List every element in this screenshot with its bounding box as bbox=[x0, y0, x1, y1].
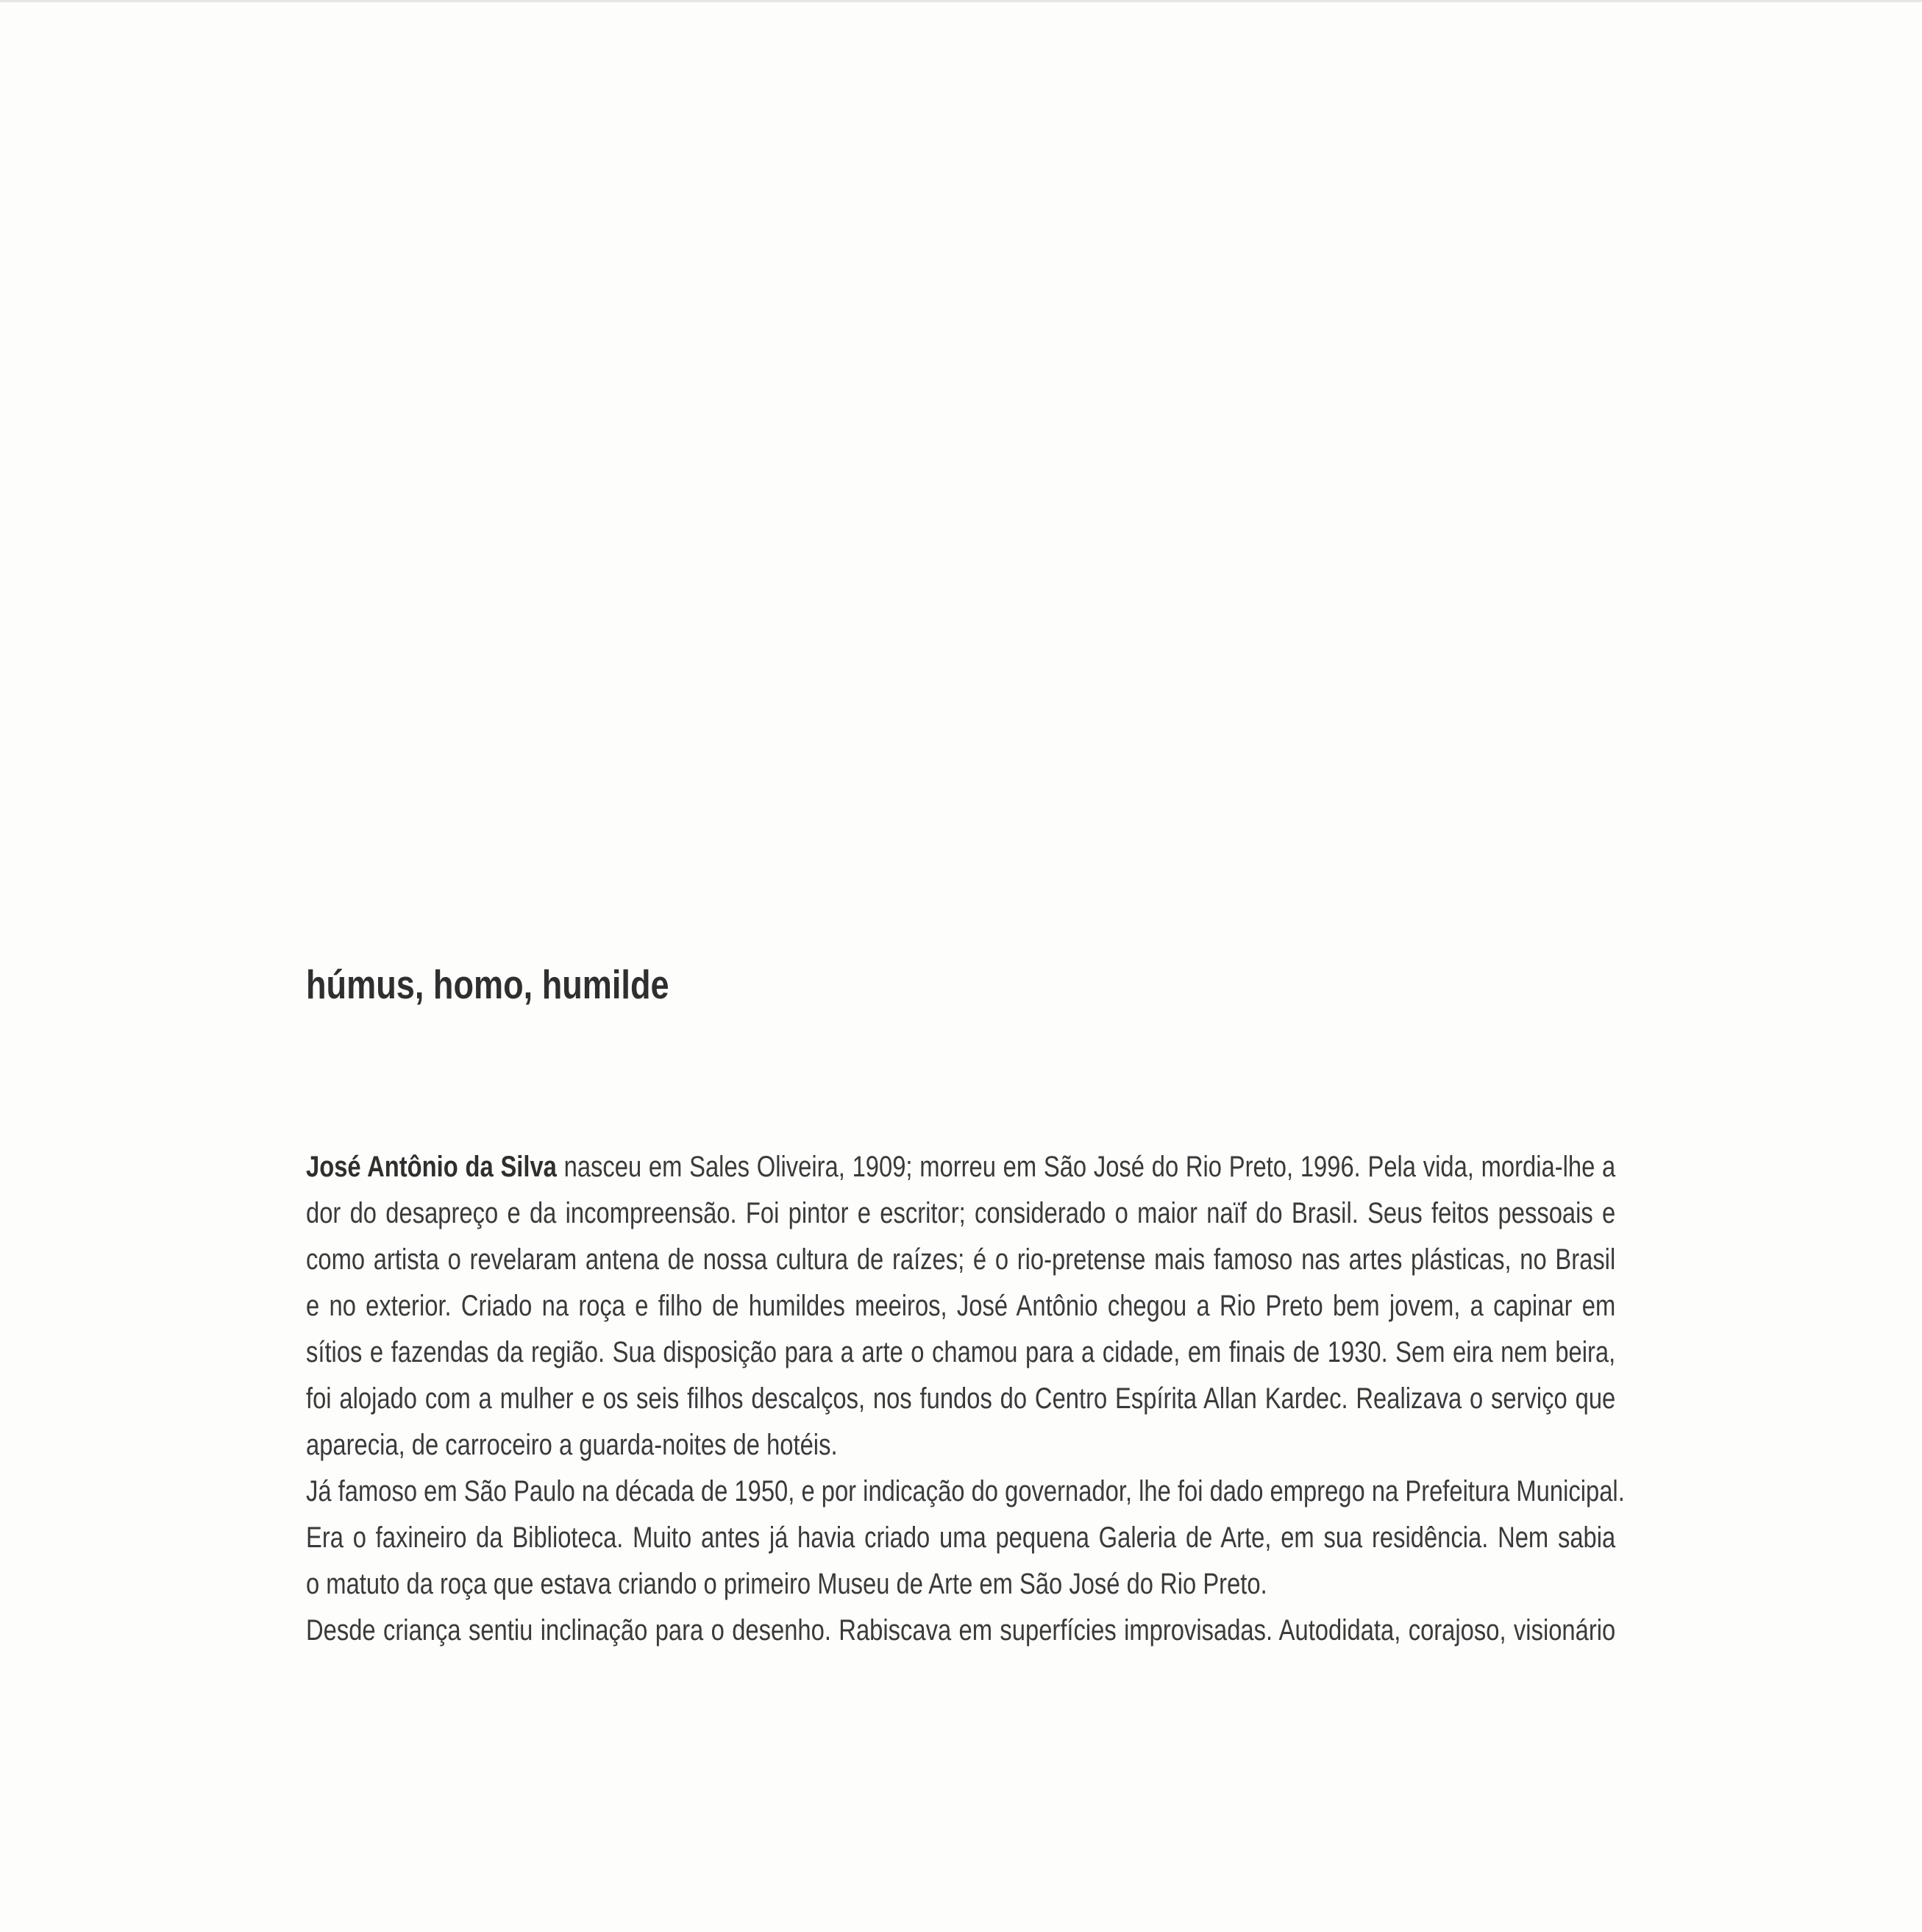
text-line-7 bbox=[306, 1422, 1615, 1468]
text-line-3 bbox=[306, 1237, 1615, 1283]
text-line-8 bbox=[306, 1468, 1625, 1515]
text-line-7-content: aparecia, de carroceiro a guarda-noites de hotéis. bbox=[306, 1429, 838, 1461]
text-line-6 bbox=[306, 1376, 1615, 1422]
text-line-5 bbox=[306, 1329, 1615, 1376]
lead-name: José Antônio da Silva bbox=[306, 1151, 557, 1183]
text-line-9-content: Era o faxineiro da Biblioteca. Muito antes já havia criado uma pequena Galeria de Arte, em sua residência. Nem sabia bbox=[306, 1521, 1616, 1554]
text-line-10-content: o matuto da roça que estava criando o primeiro Museu de Arte em São José do Rio Preto. bbox=[306, 1568, 1267, 1600]
text-line-5-content: sítios e fazendas da região. Sua disposição para a arte o chamou para a cidade, em finais de 1930. Sem eira nem beira, bbox=[306, 1336, 1616, 1368]
article-body bbox=[306, 1144, 1625, 1654]
text-line-1 bbox=[306, 1144, 1615, 1190]
text-line-1-content bbox=[306, 1144, 1615, 1190]
page-title: húmus, homo, humilde bbox=[306, 962, 669, 1007]
text-line-3-content: como artista o revelaram antena de nossa cultura de raízes; é o rio-pretense mais famoso nas artes plásticas, no Brasil bbox=[306, 1243, 1616, 1276]
text-line-2-content: dor do desapreço e da incompreensão. Foi pintor e escritor; considerado o maior naïf do Brasil. Seus feitos pessoais e bbox=[306, 1197, 1616, 1229]
page-top-edge bbox=[0, 0, 1922, 2]
text-line-8-content: Já famoso em São Paulo na década de 1950, e por indicação do governador, lhe foi dado emprego na Prefeitura Municipal. bbox=[306, 1475, 1625, 1507]
text-line-4 bbox=[306, 1283, 1615, 1329]
text-line-11-content: Desde criança sentiu inclinação para o desenho. Rabiscava em superfícies improvisadas. Autodidata, corajoso, visionário bbox=[306, 1614, 1616, 1647]
text-line-1-rest: nasceu em Sales Oliveira, 1909; morreu em São José do Rio Preto, 1996. Pela vida, mordia-lhe a bbox=[556, 1151, 1616, 1183]
text-line-9 bbox=[306, 1515, 1615, 1561]
text-line-11 bbox=[306, 1608, 1615, 1654]
text-line-4-content: e no exterior. Criado na roça e filho de humildes meeiros, José Antônio chegou a Rio Preto bem jovem, a capinar em bbox=[306, 1290, 1616, 1322]
text-line-6-content: foi alojado com a mulher e os seis filhos descalços, nos fundos do Centro Espírita Allan Kardec. Realizava o serviço que bbox=[306, 1382, 1616, 1415]
text-line-10 bbox=[306, 1561, 1615, 1608]
text-line-2 bbox=[306, 1190, 1615, 1237]
